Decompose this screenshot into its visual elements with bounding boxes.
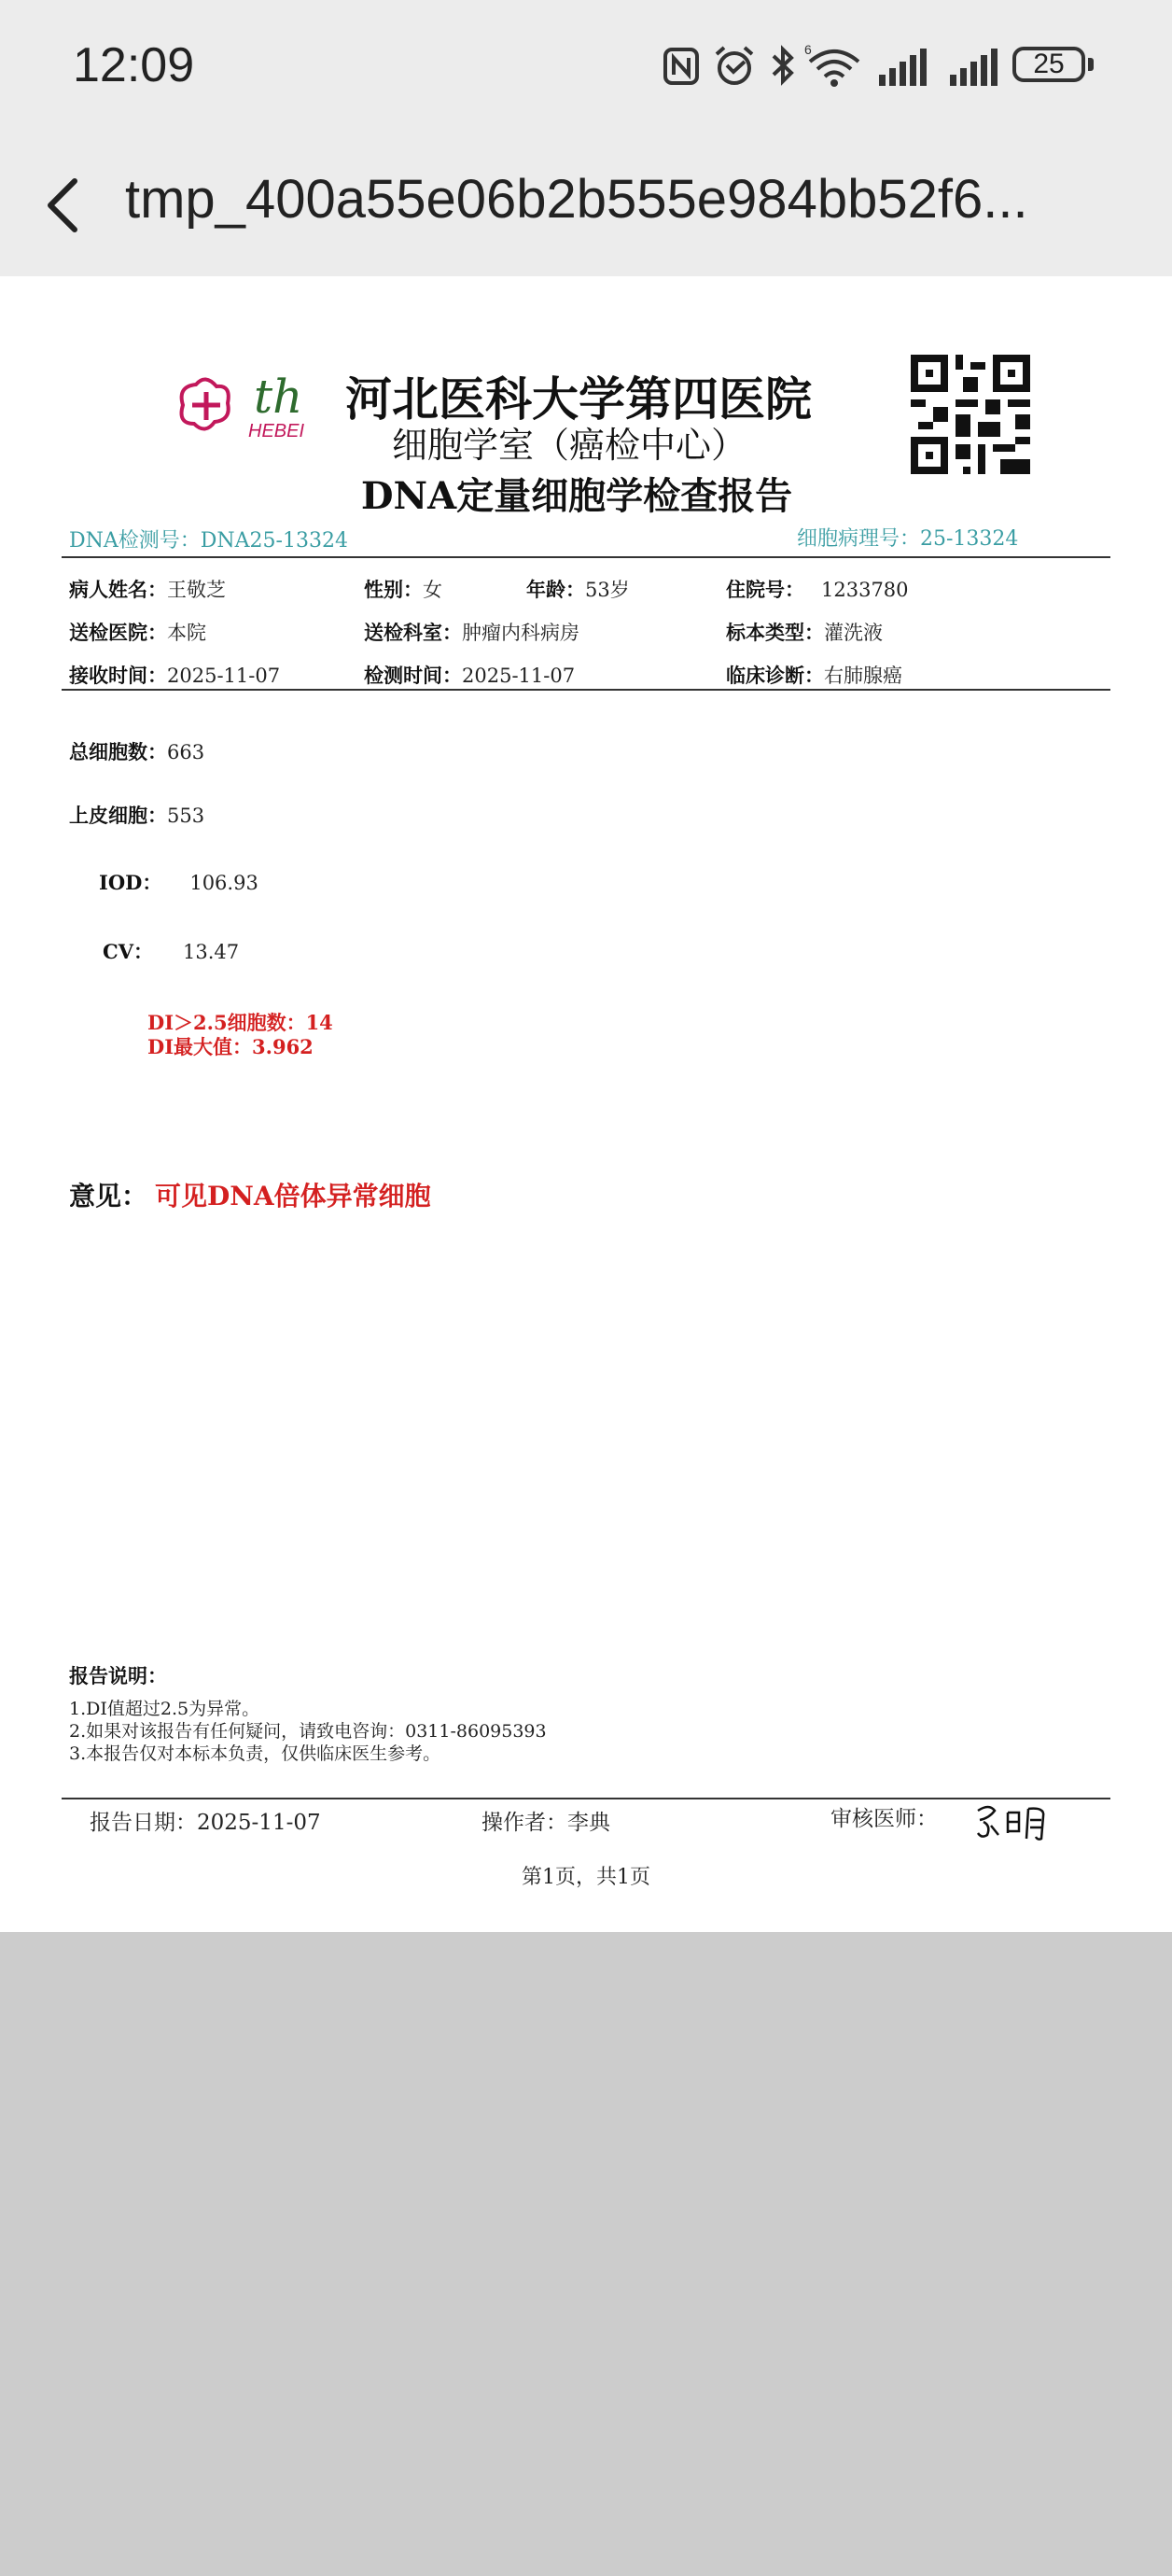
hospital-logo [174, 368, 332, 442]
status-bar [0, 0, 1172, 140]
signal-icon [877, 47, 929, 86]
nfc-icon [663, 47, 700, 86]
chevron-left-icon [37, 168, 93, 243]
bluetooth-icon [769, 43, 797, 88]
epithelial-cells-result: 上皮细胞：553 [69, 804, 205, 827]
app-bar [0, 140, 1172, 276]
report-page[interactable] [0, 276, 1172, 1932]
cv-result: CV： 13.47 [103, 940, 240, 963]
page-number: 第1页，共1页 [522, 1866, 650, 1889]
qr-code-icon [911, 355, 1030, 474]
alarm-icon [713, 45, 756, 88]
age-field: 年龄：53岁 [526, 578, 630, 601]
di-abnormal-count: DI＞2.5细胞数：14 [147, 1011, 333, 1034]
divider [62, 689, 1110, 691]
submitting-department-field: 送检科室：肿瘤内科病房 [364, 621, 579, 644]
gender-field: 性别：女 [364, 578, 442, 601]
wifi-6-icon [804, 43, 860, 88]
di-max-value: DI最大值：3.962 [147, 1035, 314, 1058]
hospital-name: 河北医科大学第四医院 [345, 371, 812, 427]
svg-text:6: 6 [804, 43, 812, 57]
received-time-field: 接收时间：2025-11-07 [69, 664, 281, 687]
reviewer-signature [970, 1798, 1064, 1844]
report-date: 报告日期：2025-11-07 [90, 1811, 321, 1835]
department-name: 细胞学室（癌检中心） [392, 425, 747, 466]
battery-tip [1088, 58, 1094, 71]
divider [62, 1798, 1110, 1799]
note-item: 2.如果对该报告有任何疑问，请致电咨询：0311-86095393 [69, 1721, 547, 1742]
divider [62, 556, 1110, 558]
reviewer-label: 审核医师： [830, 1807, 938, 1831]
back-button[interactable] [37, 168, 93, 243]
notes-title: 报告说明： [69, 1664, 167, 1687]
note-item: 3.本报告仅对本标本负责，仅供临床医生参考。 [69, 1743, 441, 1764]
clinical-diagnosis-field: 临床诊断：右肺腺癌 [726, 664, 902, 687]
dna-test-number: DNA检测号：DNA25-13324 [69, 529, 348, 553]
patient-name-field: 病人姓名：王敬芝 [69, 578, 226, 601]
submitting-hospital-field: 送检医院：本院 [69, 621, 206, 644]
opinion-value: 可见DNA倍体异常细胞 [155, 1181, 431, 1211]
svg-text:th: th [254, 370, 303, 424]
cytology-pathology-number: 细胞病理号：25-13324 [797, 527, 1019, 551]
file-title: tmp_400a55e06b2b555e984bb52f6... [125, 169, 1028, 230]
battery-indicator: 25 [1012, 47, 1085, 82]
iod-result: IOD： 106.93 [99, 871, 258, 894]
signal-icon [948, 47, 1000, 86]
total-cells-result: 总细胞数：663 [69, 740, 205, 763]
test-time-field: 检测时间：2025-11-07 [364, 664, 576, 687]
opinion-label: 意见： [69, 1181, 148, 1211]
inpatient-number-field: 住院号： 1233780 [726, 578, 909, 601]
note-item: 1.DI值超过2.5为异常。 [69, 1699, 260, 1719]
report-title: DNA定量细胞学检查报告 [360, 474, 793, 518]
operator: 操作者：李典 [481, 1811, 610, 1835]
status-time: 12:09 [73, 38, 195, 92]
svg-text:HEBEI: HEBEI [248, 421, 305, 441]
specimen-type-field: 标本类型：灌洗液 [726, 621, 883, 644]
